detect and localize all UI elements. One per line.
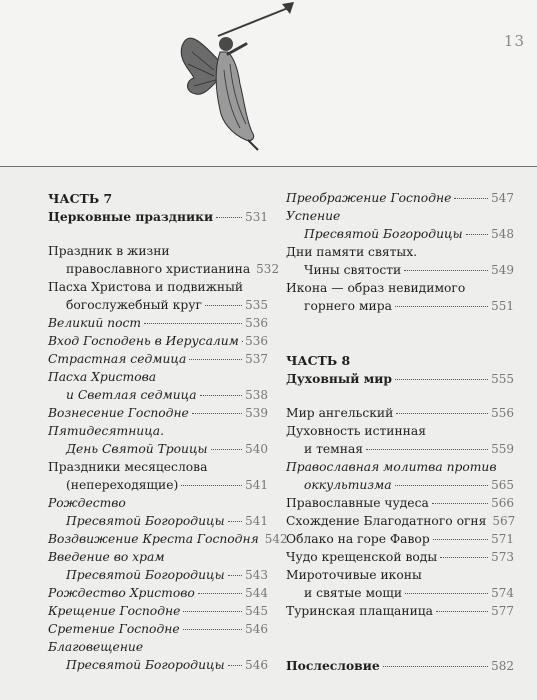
toc-page-number: 565 xyxy=(491,478,514,492)
dot-leader xyxy=(173,251,265,252)
toc-entry-title: Мироточивые иконы xyxy=(286,568,422,582)
toc-entry xyxy=(48,369,268,386)
toc-entry-title: День Святой Троицы xyxy=(66,442,208,456)
toc-entry xyxy=(48,549,268,566)
toc-page-number: 567 xyxy=(492,514,516,528)
dot-leader xyxy=(425,575,511,576)
toc-entry xyxy=(48,477,268,494)
toc-entry xyxy=(48,243,268,260)
dot-leader xyxy=(228,574,243,576)
toc-entry xyxy=(48,657,268,674)
toc-entry-title: Воздвижение Креста Господня xyxy=(48,532,259,546)
dot-leader xyxy=(129,503,265,504)
dot-leader xyxy=(146,647,265,648)
dot-leader xyxy=(205,304,242,306)
page-number: 13 xyxy=(503,32,525,50)
toc-entry xyxy=(286,226,514,243)
dot-leader xyxy=(343,216,511,217)
toc-entry xyxy=(286,459,514,476)
toc-page-number: 546 xyxy=(245,622,268,636)
toc-entry xyxy=(48,279,268,296)
toc-page-number: 546 xyxy=(245,658,268,672)
dot-leader xyxy=(454,197,488,199)
toc-page-number: 543 xyxy=(245,568,268,582)
toc-entry xyxy=(286,477,514,494)
toc-entry-title: Праздники месяцеслова xyxy=(48,460,208,474)
dot-leader xyxy=(211,448,243,450)
toc-page-number: 574 xyxy=(491,586,514,600)
toc-entry xyxy=(286,370,514,387)
toc-page-number: 538 xyxy=(245,388,268,402)
toc-entry xyxy=(286,549,514,566)
toc-entry xyxy=(286,208,514,225)
toc-entry xyxy=(48,351,268,368)
toc-entry-title: Благовещение xyxy=(48,640,144,654)
toc-page-number: 536 xyxy=(245,334,268,348)
toc-page-number: 537 xyxy=(245,352,268,366)
toc-entry-title: Духовный мир xyxy=(286,371,393,386)
toc-entry xyxy=(286,423,514,440)
toc-entry xyxy=(286,495,514,512)
dot-leader xyxy=(396,412,488,414)
toc-entry-title: и святые мощи xyxy=(304,586,403,600)
toc-entry-title: Пятидесятница. xyxy=(48,424,165,438)
toc-entry xyxy=(48,315,268,332)
dot-leader xyxy=(228,520,243,522)
toc-entry-title: Облако на горе Фавор xyxy=(286,532,430,546)
dot-leader xyxy=(159,377,265,378)
dot-leader xyxy=(429,431,511,432)
dot-leader xyxy=(366,448,488,450)
toc-entry xyxy=(48,405,268,422)
dot-leader xyxy=(440,556,488,558)
toc-entry xyxy=(286,280,514,297)
dot-leader xyxy=(192,412,242,414)
toc-entry xyxy=(48,513,268,530)
dot-leader xyxy=(246,287,265,288)
toc-page-number: 539 xyxy=(245,406,268,420)
dot-leader xyxy=(183,628,242,630)
dot-leader xyxy=(420,252,511,253)
toc-entry xyxy=(48,297,268,314)
toc-entry-title: Схождение Благодатного огня xyxy=(286,514,487,528)
dot-leader xyxy=(210,467,265,468)
toc-entry xyxy=(286,603,514,620)
toc-entry-title: Страстная седмица xyxy=(48,352,187,366)
angel-illustration xyxy=(160,0,310,160)
toc-entry-title: Дни памяти святых. xyxy=(286,245,418,259)
toc-page-number: 573 xyxy=(491,550,514,564)
dot-leader xyxy=(168,557,265,558)
toc-entry-title: Преображение Господне xyxy=(286,191,452,205)
toc-entry-title: (непереходящие) xyxy=(66,478,179,492)
dot-leader xyxy=(395,484,489,486)
dot-leader xyxy=(200,394,243,396)
dot-leader xyxy=(183,610,242,612)
toc-page-number: 551 xyxy=(491,299,514,313)
dot-leader xyxy=(216,216,242,218)
toc-page-number: 555 xyxy=(491,372,514,386)
toc-page-number: 542 xyxy=(264,532,288,546)
toc-entry-title: оккультизма xyxy=(304,478,392,492)
toc-entry xyxy=(48,495,268,512)
dot-leader xyxy=(404,269,488,271)
toc-entry xyxy=(48,387,268,404)
dot-leader xyxy=(144,322,242,324)
toc-entry-title: Праздник в жизни xyxy=(48,244,170,258)
part-heading: ЧАСТЬ 8 xyxy=(286,353,351,368)
toc-entry xyxy=(48,639,268,656)
toc-entry xyxy=(48,567,268,584)
toc-entry-title: Духовность истинная xyxy=(286,424,426,438)
toc-page-number: 540 xyxy=(245,442,268,456)
toc-entry xyxy=(286,585,514,602)
toc-entry-title: Православная молитва против xyxy=(286,460,497,474)
dot-leader xyxy=(500,467,511,468)
toc-entry-title: Крещение Господне xyxy=(48,604,181,618)
toc-entry xyxy=(48,423,268,440)
toc-entry xyxy=(286,657,514,674)
toc-page-number: 548 xyxy=(491,227,514,241)
toc-entry-title: Пресвятой Богородицы xyxy=(66,568,225,582)
dot-leader xyxy=(432,502,488,504)
toc-entry xyxy=(48,441,268,458)
dot-leader xyxy=(468,288,511,289)
toc-entry xyxy=(286,262,514,279)
toc-entry-title: Вход Господень в Иерусалим xyxy=(48,334,239,348)
dot-leader xyxy=(405,592,488,594)
toc-entry xyxy=(286,244,514,261)
toc-entry-title: Сретение Господне xyxy=(48,622,180,636)
toc-entry-title: Мир ангельский xyxy=(286,406,394,420)
toc-entry xyxy=(48,621,268,638)
toc-page-number: 559 xyxy=(491,442,514,456)
toc-entry-title: Пасха Христова xyxy=(48,370,157,384)
toc-entry-title: горнего мира xyxy=(304,299,392,313)
toc-entry xyxy=(286,531,514,548)
toc-page-number: 541 xyxy=(245,514,268,528)
toc-entry-title: Введение во храм xyxy=(48,550,165,564)
toc-page-number: 541 xyxy=(245,478,268,492)
dot-leader xyxy=(433,538,488,540)
toc-page-number: 544 xyxy=(245,586,268,600)
toc-entry-title: Чудо крещенской воды xyxy=(286,550,438,564)
toc-entry-title: богослужебный круг xyxy=(66,298,202,312)
dot-leader xyxy=(189,358,242,360)
toc-entry-title: и темная xyxy=(304,442,364,456)
toc-page-number: 536 xyxy=(245,316,268,330)
header-divider xyxy=(0,166,537,167)
toc-entry xyxy=(286,405,514,422)
toc-entry xyxy=(48,531,288,548)
toc-entry-title: Пасха Христова и подвижный xyxy=(48,280,244,294)
toc-page-number: 547 xyxy=(491,191,514,205)
dot-leader xyxy=(466,233,489,235)
toc-entry-title: Рождество xyxy=(48,496,126,510)
toc-entry-title: Чины святости xyxy=(304,263,402,277)
dot-leader xyxy=(436,610,488,612)
toc-page-number: 582 xyxy=(491,659,514,673)
toc-entry-title: Великий пост xyxy=(48,316,142,330)
toc-entry xyxy=(286,441,514,458)
dot-leader xyxy=(198,592,242,594)
toc-entry xyxy=(48,261,280,278)
toc-entry-title: Рождество Христово xyxy=(48,586,195,600)
toc-entry-title: православного христианина xyxy=(66,262,251,276)
toc-entry-title: Пресвятой Богородицы xyxy=(66,514,225,528)
toc-entry-title: Послесловие xyxy=(286,658,380,673)
toc-entry xyxy=(48,603,268,620)
toc-entry-title: и Светлая седмица xyxy=(66,388,197,402)
toc-entry-title: Икона — образ невидимого xyxy=(286,281,466,295)
toc-page-number: 556 xyxy=(491,406,514,420)
toc-entry xyxy=(48,459,268,476)
dot-leader xyxy=(395,378,488,380)
toc-entry-title: Церковные праздники xyxy=(48,209,214,224)
toc-entry-title: Православные чудеса xyxy=(286,496,429,510)
toc-page-number: 545 xyxy=(245,604,268,618)
toc-entry xyxy=(286,513,514,530)
toc-entry xyxy=(48,585,268,602)
toc-entry-title: Вознесение Господне xyxy=(48,406,189,420)
toc-entry-title: Туринская плащаница xyxy=(286,604,434,618)
toc-page-number: 577 xyxy=(491,604,514,618)
toc-entry-title: Успение xyxy=(286,209,341,223)
toc-page-number: 535 xyxy=(245,298,268,312)
toc-entry xyxy=(286,190,514,207)
dot-leader xyxy=(167,431,265,432)
dot-leader xyxy=(395,305,488,307)
toc-entry-title: Пресвятой Богородицы xyxy=(304,227,463,241)
dot-leader xyxy=(228,664,243,666)
toc-entry xyxy=(48,333,268,350)
header-band xyxy=(0,0,537,166)
part-heading: ЧАСТЬ 7 xyxy=(48,191,113,206)
toc-page-number: 566 xyxy=(491,496,514,510)
toc-page-number: 549 xyxy=(491,263,514,277)
toc-entry-title: Пресвятой Богородицы xyxy=(66,658,225,672)
toc-page-number: 531 xyxy=(245,210,268,224)
toc-entry xyxy=(286,298,514,315)
dot-leader xyxy=(383,665,488,667)
toc-page-number: 571 xyxy=(491,532,514,546)
toc-page-number: 532 xyxy=(256,262,280,276)
toc-entry xyxy=(48,208,268,225)
toc-entry xyxy=(286,567,514,584)
dot-leader xyxy=(181,484,242,486)
